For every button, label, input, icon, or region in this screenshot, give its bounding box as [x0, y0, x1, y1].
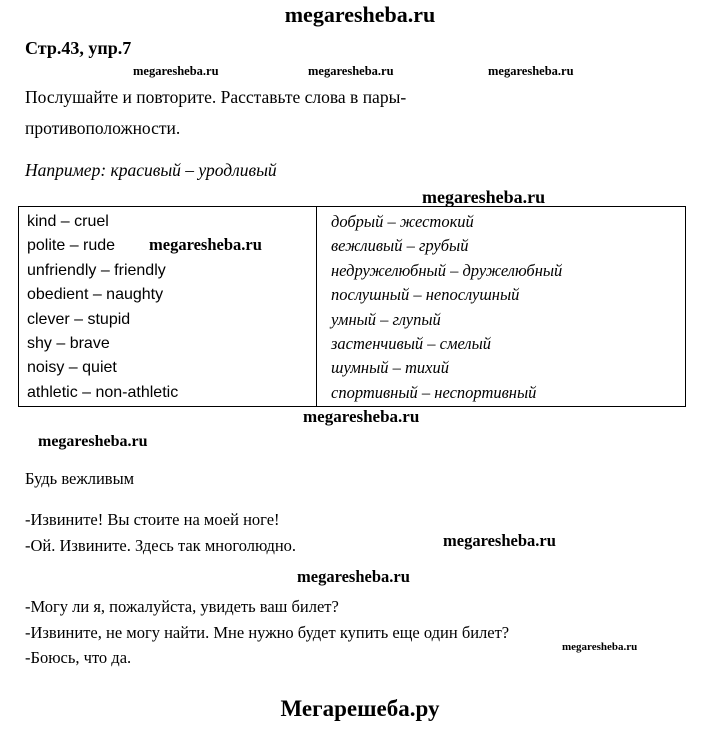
table-row: умный – глупый [331, 309, 441, 329]
watermark-site: megaresheba.ru [133, 64, 219, 78]
dialogue-line: -Ой. Извините. Здесь так многолюдно. [25, 535, 297, 555]
table-row: спортивный – неспортивный [331, 382, 537, 402]
exercise-heading: Стр.43, упр.7 [25, 38, 132, 58]
table-row: застенчивый – смелый [331, 333, 492, 353]
table-row: shy – brave [27, 334, 110, 352]
table-column-russian [317, 207, 685, 406]
dialogue-title: Будь вежливым [25, 469, 135, 488]
table-row: добрый – жестокий [331, 212, 474, 231]
task-text [25, 82, 406, 144]
table-row: clever – stupid [27, 310, 131, 328]
task-text-line2: противоположности. [25, 118, 181, 138]
dialogue-part1 [25, 507, 296, 558]
watermark-site: megaresheba.ru [38, 433, 148, 450]
table-row: вежливый – грубый [331, 236, 469, 256]
watermark-site-small: megaresheba.ru [562, 641, 638, 653]
table-row: шумный – тихий [331, 358, 449, 378]
dialogue-line: -Извините! Вы стоите на моей ноге! [25, 510, 280, 529]
task-text-line1: Послушайте и повторите. Расставьте слова в пары- [25, 87, 407, 107]
table-row: obedient – naughty [27, 286, 164, 304]
watermark-site: megaresheba.ru [443, 531, 556, 550]
table-row: polite – rude [27, 237, 116, 255]
page-footer: Мегарешеба.ру [280, 696, 440, 721]
dialogue-part2 [25, 594, 509, 671]
watermark-site: megaresheba.ru [297, 567, 410, 586]
table-row: послушный – непослушный [331, 285, 520, 305]
table-column-english [19, 207, 317, 406]
watermark-site-top: megaresheba.ru [284, 2, 436, 27]
watermark-site: megaresheba.ru [303, 407, 420, 426]
table-row: noisy – quiet [27, 359, 117, 377]
watermark-site: megaresheba.ru [488, 64, 574, 78]
watermark-site-inline: megaresheba.ru [149, 235, 262, 254]
watermark-site: megaresheba.ru [422, 187, 546, 207]
example-text: Например: красивый – уродливый [25, 160, 277, 180]
dialogue-line: -Боюсь, что да. [25, 648, 132, 667]
table-row: athletic – non-athletic [27, 383, 179, 401]
opposites-table [18, 206, 686, 407]
table-row: недружелюбный – дружелюбный [331, 260, 563, 280]
dialogue-line: -Могу ли я, пожалуйста, увидеть ваш билет? [25, 597, 339, 616]
watermark-site: megaresheba.ru [308, 64, 394, 78]
dialogue-line: -Извините, не могу найти. Мне нужно будет купить еще один билет? [25, 622, 510, 642]
table-row: kind – cruel [27, 213, 109, 230]
table-row: unfriendly – friendly [27, 261, 166, 279]
